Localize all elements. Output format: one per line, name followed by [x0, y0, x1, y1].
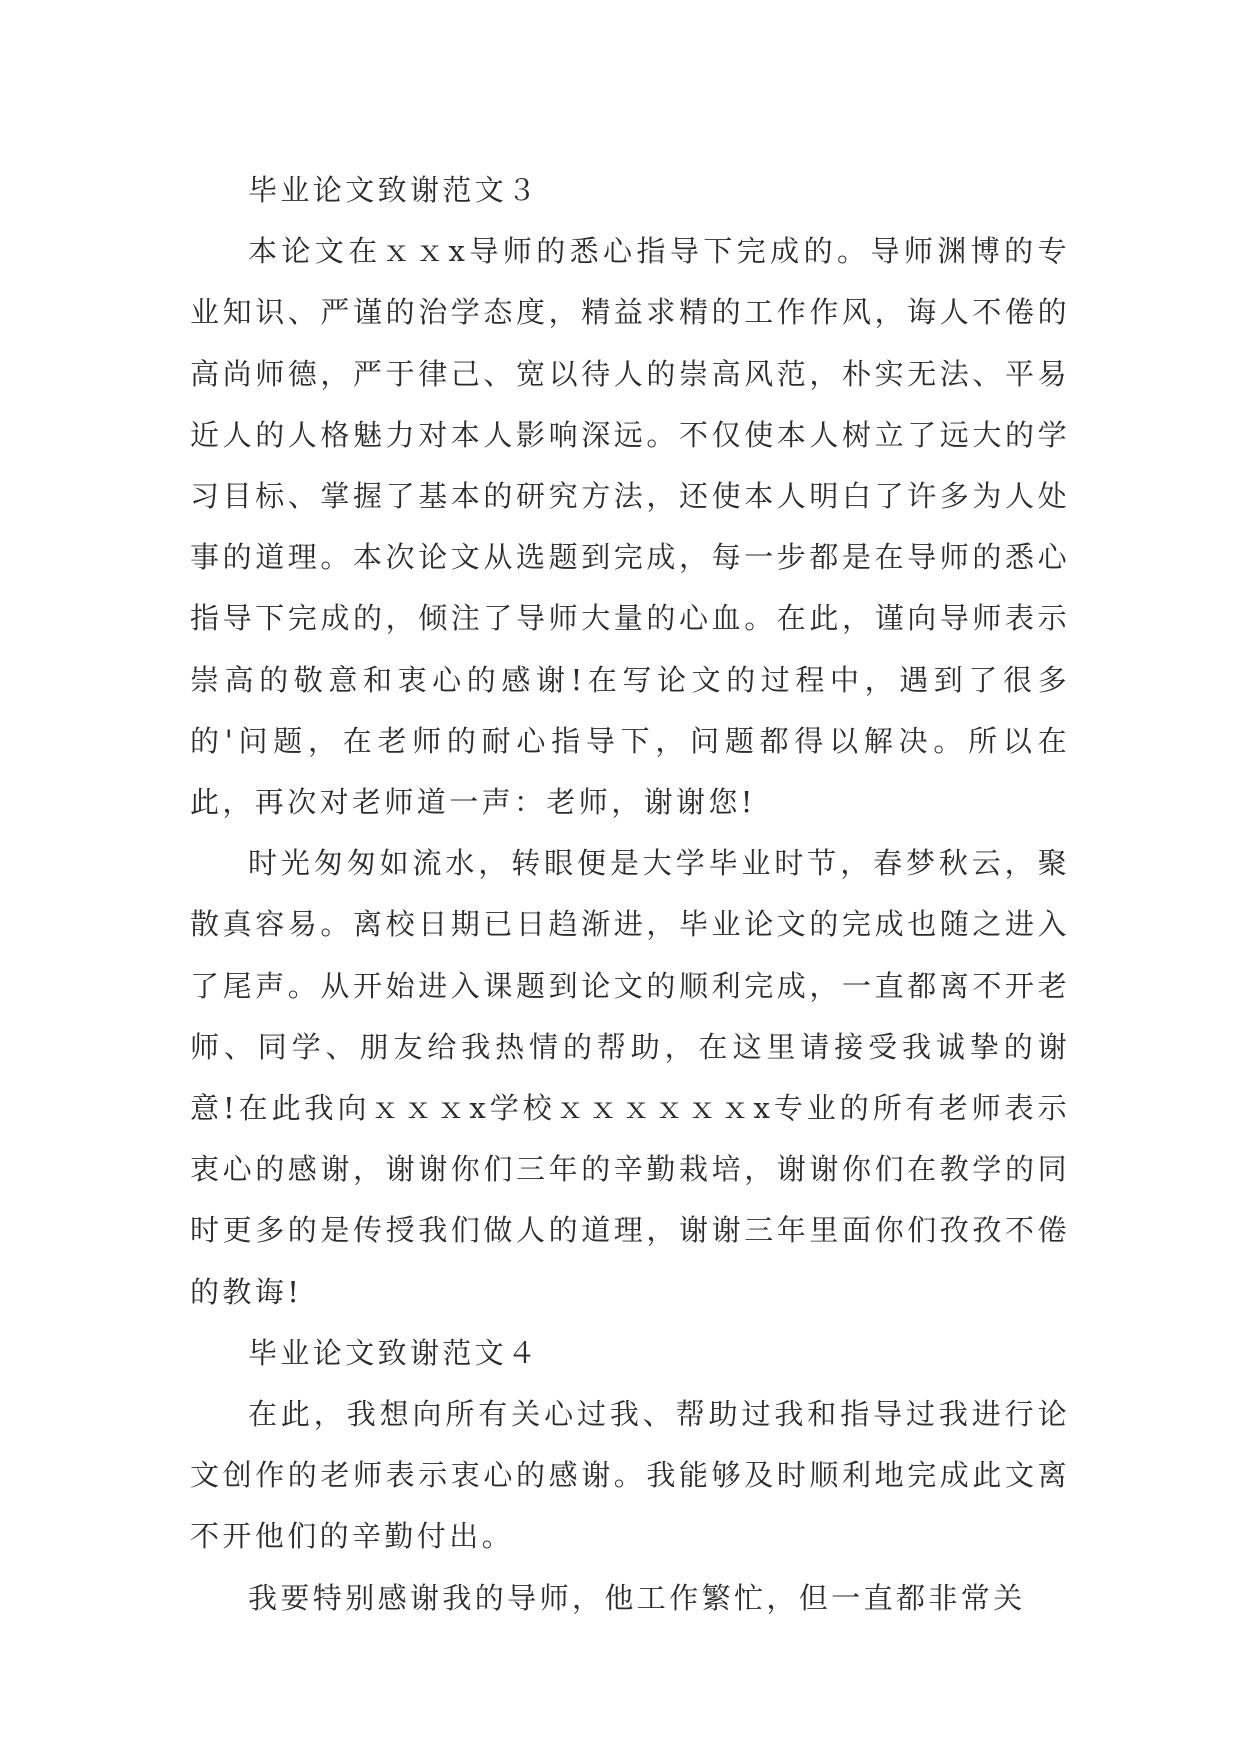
body-paragraph: 在此，我想向所有关心过我、帮助过我和指导过我进行论文创作的老师表示衷心的感谢。我能够及时顺利地完成此文离不开他们的辛勤付出。 [190, 1397, 1070, 1554]
section-heading-4: 毕业论文致谢范文４ [248, 1335, 540, 1370]
section-heading-3: 毕业论文致谢范文３ [248, 173, 540, 207]
document-body [190, 160, 1070, 1629]
body-paragraph: 我要特别感谢我的导师，他工作繁忙，但一直都非常关 [248, 1580, 1026, 1615]
body-paragraph: 时光匆匆如流水，转眼便是大学毕业时节，春梦秋云，聚散真容易。离校日期已日趋渐进，毕业论文的完成也随之进入了尾声。从开始进入课题到论文的顺利完成，一直都离不开老师、同学、朋友给我热情的帮助，在这里请接受我诚挚的谢意!在此我向ｘｘｘx学校ｘｘｘｘｘｘx专业的所有老师表示衷心的感谢，谢谢你们三年的辛勤栽培，谢谢你们在教学的同时更多的是传授我们做人的道理，谢谢三年里面你们孜孜不倦的教诲! [190, 846, 1070, 1309]
body-paragraph: 本论文在ｘｘx导师的悉心指导下完成的。导师渊博的专业知识、严谨的治学态度，精益求精的工作作风，诲人不倦的高尚师德，严于律己、宽以待人的崇高风范，朴实无法、平易近人的人格魅力对本人影响深远。不仅使本人树立了远大的学习目标、掌握了基本的研究方法，还使本人明白了许多为人处事的道理。本次论文从选题到完成，每一步都是在导师的悉心指导下完成的，倾注了导师大量的心血。在此，谨向导师表示崇高的敬意和衷心的感谢!在写论文的过程中，遇到了很多的'问题，在老师的耐心指导下，问题都得以解决。所以在此，再次对老师道一声：老师，谢谢您! [190, 234, 1070, 820]
